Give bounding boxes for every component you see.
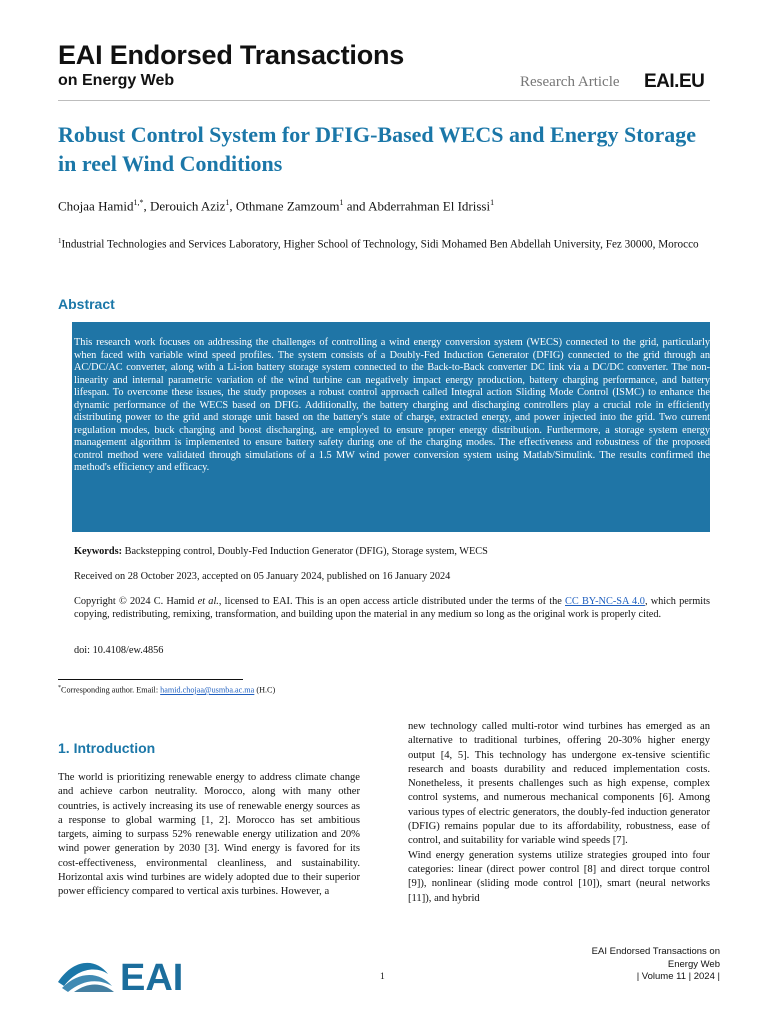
introduction-right-column [408, 720, 710, 906]
journal-subtitle: on Energy Web [58, 72, 175, 89]
author-name: , Derouich Aziz [143, 198, 226, 214]
copyright-text: , licensed to EAI. This is an open access article distributed under the terms of the [218, 596, 565, 607]
publication-dates: Received on 28 October 2023, accepted on 05 January 2024, published on 16 January 2024 [74, 571, 451, 582]
keywords-label: Keywords: [74, 546, 123, 557]
introduction-left-column: The world is prioritizing renewable energy to address climate change and achieve carbon neutrality. Morocco, along with many other countries, is actively increasing its use of renewable energy sources as a response to global warming [1, 2]. Morocco has set ambitious targets, aiming to surpass 52% renewable energy utilization and 20% wind power generation by 2030 [3]. Wind energy is favored for its cost-effectiveness, environmental cleanliness, and sustainability. Horizontal axis wind turbines are widely adopted due to their superior power efficiency compared to vertical axis turbines. However, a [58, 772, 360, 898]
doi: doi: 10.4108/ew.4856 [74, 645, 164, 656]
article-title: Robust Control System for DFIG-Based WECS and Energy Storage in reel Wind Conditions [58, 122, 697, 176]
footer-journal-line: EAI Endorsed Transactions on [591, 946, 720, 957]
eai-footer-logo [56, 952, 216, 994]
abstract-text: This research work focuses on addressing the challenges of controlling a wind energy conversion system (WECS) connected to the grid, particularly when faced with variable wind speed profiles. The system consists of a Doubly-Fed Induction Generator (DFIG) connected to the grid through an AC/DC/AC converter, along with a Li-ion battery storage system connected to the Back-to-Back converter DC link via a DC/DC converter. The non-linearity and internal parametric variation of the wind turbine can negatively impact energy production, battery charging performance, and battery lifespan. To overcome these issues, the study proposes a robust control approach called Integral action Sliding Mode Control (ISMC) to enhance the dynamic performance of the WECS based on DFIG. Additionally, the battery charging and discharging controllers play a crucial role in efficiently distributing power to the grid and storage unit based on the battery's state of charge, extracted energy, and power injected into the grid. Two current regulation modes, buck charging and boost discharging, are employed to ensure proper energy distribution. Furthermore, a storage system energy management algorithm is implemented to ensure battery safety during one of the charging modes. The effectiveness and robustness of the proposed control method were validated through simulations of a 1.5 MW wind power conversion system using Matlab/Simulink. The results confirmed the method's efficiency and efficacy. [74, 337, 710, 473]
article-type-label: Research Article [520, 74, 620, 90]
footer-logo-text: EAI [120, 957, 184, 994]
copyright-etal: et al. [197, 596, 219, 607]
keywords [74, 546, 714, 557]
journal-title: EAI Endorsed Transactions [58, 40, 405, 70]
author-name: Chojaa Hamid [58, 198, 134, 214]
page-number: 1 [380, 972, 385, 982]
author-list [58, 198, 494, 214]
author-affiliation-mark: 1 [490, 198, 495, 207]
email-link[interactable]: hamid.chojaa@usmba.ac.ma [160, 685, 255, 695]
eai-eu-logo: EAI.EU [644, 71, 705, 92]
footer-journal-info [560, 946, 720, 984]
author-affiliation-mark: 1 [225, 198, 230, 207]
footnote-text: Corresponding author. Email: [61, 685, 161, 695]
introduction-heading: 1. Introduction [58, 740, 156, 756]
author-affiliation-mark: 1,* [133, 198, 144, 207]
paragraph: new technology called multi-rotor wind turbines has emerged as an alternative to traditional turbines, offering 20-30% higher energy output [4, 5]. This technology has undergone ex-tensive scientific research and boasts durability and reduced implementation costs. Nonetheless, it presents challenges such as high expense, complex control systems, and numerous mechanical components [6]. Among various types of electric generators, the doubly-fed induction generator (DFIG) remains popular due to its affordability, robustness, ease of control, and suitability for variable wind speeds [7]. [408, 721, 710, 847]
copyright-text: Copyright © 2024 C. Hamid [74, 596, 198, 607]
corresponding-author-footnote [58, 685, 275, 695]
author-name: , Othmane Zamzoum [229, 198, 340, 214]
keywords-text: Backstepping control, Doubly-Fed Induction Generator (DFIG), Storage system, WECS [122, 546, 488, 557]
header-divider [58, 100, 710, 101]
copyright-text: , which permits copying, redistributing, remixing, transformation, and building upon the material in any medium so long as the original work is properly cited. [74, 596, 710, 620]
eai-swirl-icon [56, 952, 216, 994]
author-affiliation-mark: 1 [339, 198, 344, 207]
affiliation [58, 234, 706, 253]
author-name: and Abderrahman El Idrissi [343, 198, 491, 214]
license-link[interactable]: CC BY-NC-SA 4.0 [565, 596, 645, 607]
affiliation-mark: 1 [58, 237, 62, 245]
footer-journal-line: Energy Web [667, 958, 720, 970]
copyright-notice [74, 596, 710, 621]
footnote-suffix: (H.C) [254, 685, 276, 695]
affiliation-text: Industrial Technologies and Services Laboratory, Higher School of Technology, Sidi Mohamed Ben Abdellah University, Fez 30000, Morocco [61, 238, 699, 251]
paragraph: Wind energy generation systems utilize strategies grouped into four categories: linear (direct power control [8] and direct torque control [9]), nonlinear (sliding mode control [10]), smart (neural networks [11]), and hybrid [408, 849, 710, 904]
footnote-divider [58, 679, 243, 680]
footnote-mark: * [58, 685, 61, 691]
abstract-heading: Abstract [58, 296, 115, 312]
footer-volume: | Volume 11 | 2024 | [636, 971, 720, 982]
